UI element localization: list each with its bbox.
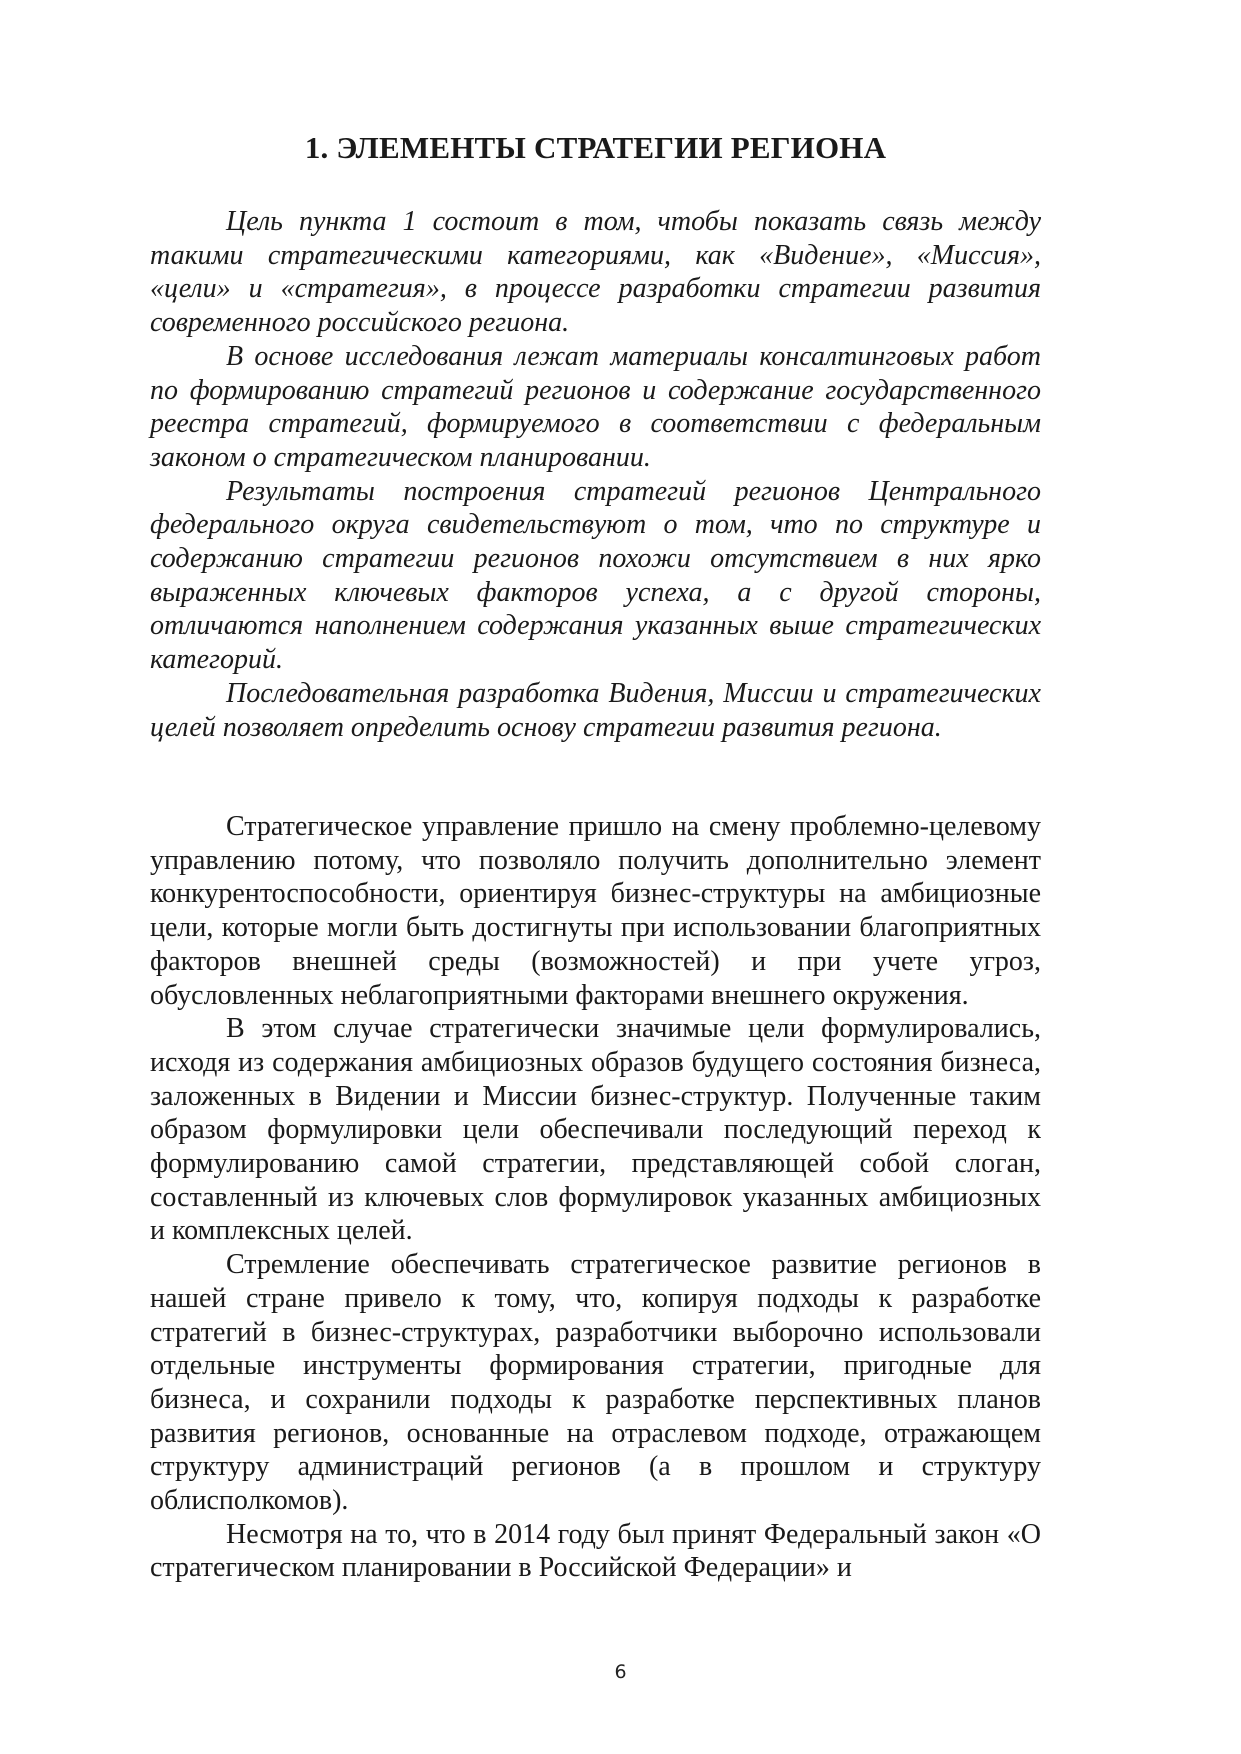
page-number: 6	[614, 1661, 627, 1683]
abstract-paragraph: Последовательная разработка Видения, Миссии и стратегических целей позволяет определить основу стратегии развития региона.	[150, 677, 1041, 743]
body-paragraph: Стратегическое управление пришло на смену проблемно-целевому управлению потому, что позволяло получить дополнительно элемент конкурентоспособности, ориентируя бизнес-структуры на амбициозные цели, которые могли быть достигнуты при использовании благоприятных факторов внешней среды (возможностей) и при учете угроз, обусловленных неблагоприятными факторами внешнего окружения.	[150, 811, 1041, 1011]
body-paragraph: Стремление обеспечивать стратегическое развитие регионов в нашей стране привело к тому, что, копируя подходы к разработке стратегий в бизнес-структурах, разработчики выборочно использовали отдельные инструменты формирования стратегии, пригодные для бизнеса, и сохранили подходы к разработке перспективных планов развития регионов, основанные на отраслевом подходе, отражающем структуру администраций регионов (а в прошлом и структуру облисполкомов).	[150, 1249, 1041, 1517]
section-body	[150, 810, 1041, 1585]
section-heading: 1. ЭЛЕМЕНТЫ СТРАТЕГИИ РЕГИОНА	[304, 130, 887, 165]
abstract-paragraph: В основе исследования лежат материалы консалтинговых работ по формированию стратегий регионов и содержание государственного реестра стратегий, формируемого в соответствии с федеральным законом о стратегическом планировании.	[150, 340, 1041, 473]
body-paragraph: В этом случае стратегически значимые цели формулировались, исходя из содержания амбициозных образов будущего состояния бизнеса, заложенных в Видении и Миссии бизнес-структур. Полученные таким образом формулировки цели обеспечивали последующий переход к формулированию самой стратегии, представляющей собой слоган, составленный из ключевых слов формулировок указанных амбициозных и комплексных целей.	[150, 1013, 1041, 1247]
abstract-paragraph: Цель пункта 1 состоит в том, чтобы показать связь между такими стратегическими категориями, как «Видение», «Миссия», «цели» и «стратегия», в процессе разработки стратегии развития современного российского региона.	[150, 206, 1041, 339]
body-paragraph: Несмотря на то, что в 2014 году был принят Федеральный закон «О стратегическом планировании в Российской Федерации» и	[150, 1518, 1041, 1584]
abstract-paragraph: Результаты построения стратегий регионов Центрального федерального округа свидетельствуют о том, что по структуре и содержанию стратегии регионов похожи отсутствием в них ярко выраженных ключевых факторов успеха, а с другой стороны, отличаются наполнением содержания указанных выше стратегических категорий.	[150, 475, 1041, 676]
section-abstract	[150, 205, 1041, 744]
